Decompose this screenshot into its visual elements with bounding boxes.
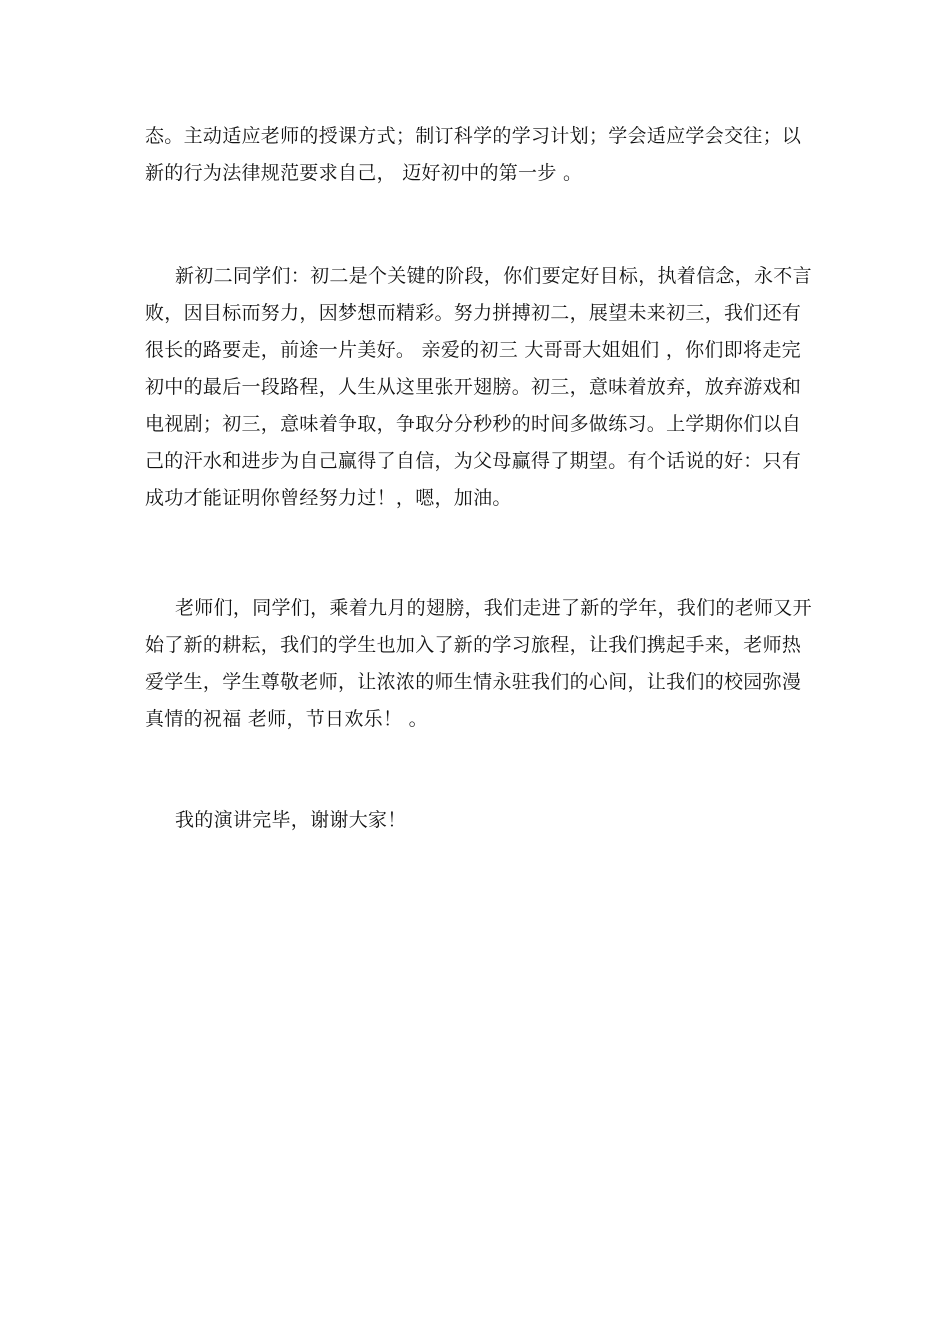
paragraph-4 [145,802,805,839]
paragraph-line: 新的行为法律规范要求自己， 迈好初中的第一步 。 [145,162,583,184]
paragraph-2 [145,258,812,517]
closing-line: 我的演讲完毕，谢谢大家！ [175,809,407,831]
paragraph-line: 老师们，同学们，乘着九月的翅膀，我们走进了新的学年，我们的老师又开 [175,597,812,619]
paragraph-line: 态。主动适应老师的授课方式；制订科学的学习计划；学会适应学会交往；以 [145,125,802,147]
paragraph-line: 爱学生，学生尊敬老师，让浓浓的师生情永驻我们的心间，让我们的校园弥漫 [145,671,802,693]
paragraph-line: 始了新的耕耘，我们的学生也加入了新的学习旅程，让我们携起手来，老师热 [145,634,802,656]
paragraph-line: 真情的祝福 老师，节日欢乐！ 。 [145,708,428,730]
paragraph-line: 电视剧；初三，意味着争取，争取分分秒秒的时间多做练习。上学期你们以自 [145,413,802,435]
paragraph-3 [145,590,812,738]
paragraph-line: 新初二同学们：初二是个关键的阶段，你们要定好目标，执着信念，永不言 [175,265,812,287]
paragraph-line: 败，因目标而努力，因梦想而精彩。努力拼搏初二，展望未来初三，我们还有 [145,302,802,324]
paragraph-line: 很长的路要走，前途一片美好。 亲爱的初三 大哥哥大姐姐们 ，你们即将走完 [145,339,801,361]
paragraph-line: 成功才能证明你曾经努力过！，嗯，加油。 [145,487,512,509]
paragraph-line: 初中的最后一段路程，人生从这里张开翅膀。初三，意味着放弃，放弃游戏和 [145,376,802,398]
paragraph-line: 己的汗水和进步为自己赢得了自信，为父母赢得了期望。有个话说的好：只有 [145,450,802,472]
paragraph-1 [145,118,805,192]
